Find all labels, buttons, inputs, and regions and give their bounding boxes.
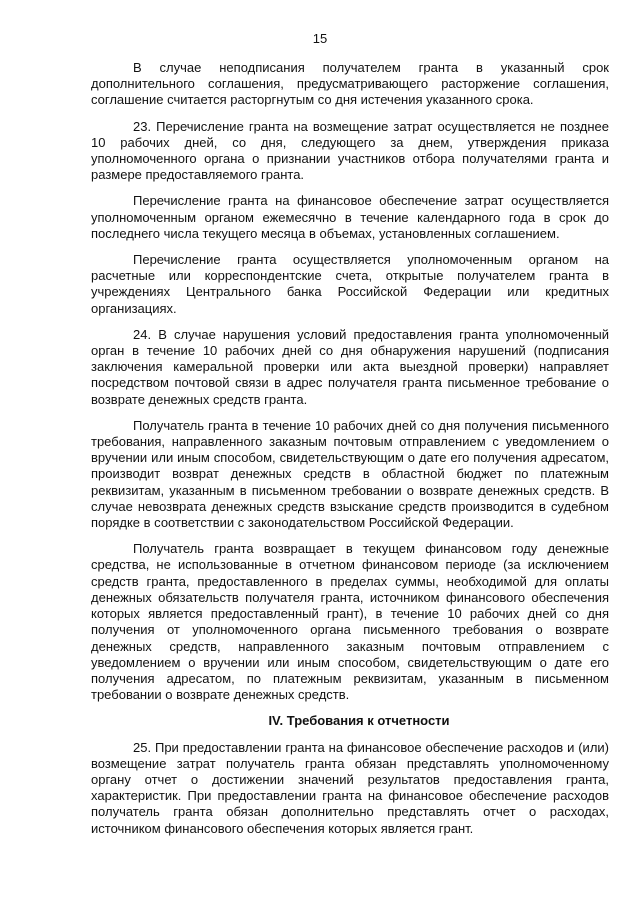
paragraph: В случае неподписания получателем гранта в указанный срок дополнительного соглашения, предусматривающего расторжение соглашения, соглашение считается расторгнутым со дня истечения указанного срока.	[91, 60, 609, 108]
page-number: 15	[312, 31, 328, 46]
paragraph: 23. Перечисление гранта на возмещение затрат осуществляется не позднее 10 рабочих дней, со дня, следующего за днем, утверждения приказа уполномоченного органа о признании участников отбора получателями гранта и размере предоставляемого гранта.	[91, 118, 609, 183]
paragraph: 25. При предоставлении гранта на финансовое обеспечение расходов и (или) возмещение затрат получатель гранта обязан представлять уполномоченному органу отчет о достижении значений результатов предоставления гранта, характеристик. При предоставлении гранта на финансовое обеспечение расходов получатель гранта обязан дополнительно представлять отчет о расходах, источником финансового обеспечения которых является грант.	[91, 739, 609, 836]
paragraph: Перечисление гранта на финансовое обеспечение затрат осуществляется уполномоченным органом ежемесячно в течение календарного года в срок до последнего числа текущего месяца в объемах, установленных соглашением.	[91, 193, 609, 241]
paragraph: Получатель гранта возвращает в текущем финансовом году денежные средства, не использованные в отчетном финансовом периоде (за исключением средств гранта, предоставленного в пределах суммы, необходимой для оплаты денежных обязательств получателя гранта, источником финансового обеспечения которых является предоставленный грант), в течение 10 рабочих дней со дня получения от уполномоченного органа письменного требования о возврате денежных средств, направленного заказным почтовым отправлением с уведомлением о вручении или иным способом, свидетельствующим о дате его получения адресатом, по платежным реквизитам, указанным в письменном требовании о возврате денежных средств.	[91, 541, 609, 703]
section-heading: IV. Требования к отчетности	[268, 713, 450, 729]
paragraph: 24. В случае нарушения условий предоставления гранта уполномоченный орган в течение 10 рабочих дней со дня обнаружения нарушений (подписания заключения камеральной проверки или акта выездной проверки) направляет посредством почтовой связи в адрес получателя гранта письменное требование о возврате денежных средств гранта.	[91, 326, 609, 407]
document-body	[91, 60, 609, 847]
paragraph: Получатель гранта в течение 10 рабочих дней со дня получения письменного требования, направленного заказным почтовым отправлением с уведомлением о вручении или иным способом, свидетельствующим о дате его получения адресатом, производит возврат денежных средств в областной бюджет по платежным реквизитам, указанным в письменном требовании о возврате денежных средств. В случае невозврата денежных средств взыскание средств производится в судебном порядке в соответствии с законодательством Российской Федерации.	[91, 417, 609, 531]
paragraph: Перечисление гранта осуществляется уполномоченным органом на расчетные или корреспондентские счета, открытые получателем гранта в учреждениях Центрального банка Российской Федерации или кредитных организациях.	[91, 252, 609, 316]
